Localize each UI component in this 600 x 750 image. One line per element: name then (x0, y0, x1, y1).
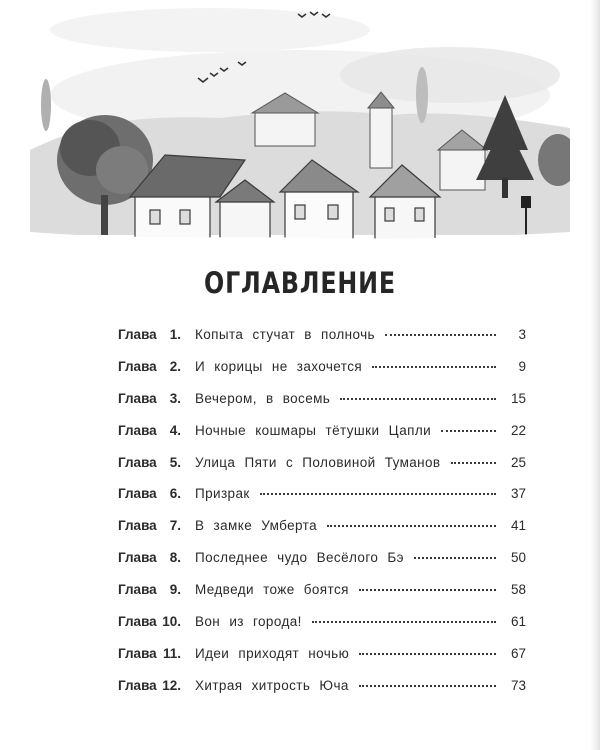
chapter-page: 37 (510, 486, 526, 502)
chapter-number: 2. (169, 358, 181, 374)
chapter-number: 1. (169, 327, 181, 342)
chapter-title: Призрак (195, 486, 250, 502)
chapter-label: Глава (118, 614, 157, 630)
chapter-label: Глава (118, 390, 157, 406)
chapter-number: 6. (169, 486, 181, 502)
town-illustration (30, 0, 570, 265)
chapter-title: Медведи тоже боятся (195, 582, 349, 598)
chapter-label: Глава (118, 486, 157, 502)
chapter-number: 5. (169, 454, 181, 470)
chapter-label: Глава (118, 645, 157, 661)
chapter-title: Вечером, в восемь (195, 390, 331, 406)
chapter-title: Вон из города! (195, 614, 302, 630)
chapter-number: 3. (169, 390, 181, 406)
chapter-number: 7. (169, 518, 181, 534)
chapter-label: Глава (118, 327, 157, 342)
toc-row[interactable] (118, 418, 526, 450)
chapter-page: 58 (510, 582, 526, 598)
dot-leader (260, 483, 496, 495)
chapter-page: 25 (510, 454, 526, 470)
chapter-number: 11. (162, 645, 181, 661)
chapter-label: Глава (118, 677, 157, 693)
toc-row[interactable] (118, 513, 526, 545)
toc-row[interactable] (118, 673, 526, 705)
chapter-page: 9 (518, 358, 526, 374)
dot-leader (441, 420, 496, 432)
chapter-page: 67 (510, 645, 526, 661)
chapter-page: 73 (510, 677, 526, 693)
chapter-page: 41 (510, 518, 526, 534)
chapter-label: Глава (118, 582, 157, 598)
chapter-page: 3 (518, 327, 526, 342)
dot-leader (414, 547, 496, 559)
chapter-label: Глава (118, 518, 157, 534)
toc-row[interactable] (118, 609, 526, 641)
toc-row[interactable] (118, 450, 526, 482)
chapter-title: Ночные кошмары тётушки Цапли (195, 422, 432, 438)
chapter-title: В замке Умберта (195, 518, 317, 534)
dot-leader (451, 452, 496, 464)
chapter-page: 61 (510, 614, 526, 630)
dot-leader (359, 675, 496, 687)
toc-row[interactable] (118, 386, 526, 418)
chapter-title: Улица Пяти с Половиной Туманов (195, 454, 441, 470)
chapter-title: Копыта стучат в полночь (195, 327, 375, 342)
toc-row[interactable] (118, 322, 526, 354)
dot-leader (359, 579, 496, 591)
toc-row[interactable] (118, 577, 526, 609)
chapter-title: И корицы не захочется (195, 358, 363, 374)
page-edge-shadow (590, 0, 600, 750)
chapter-label: Глава (118, 358, 157, 374)
chapter-page: 15 (510, 390, 526, 406)
chapter-label: Глава (118, 550, 157, 566)
dot-leader (359, 643, 496, 655)
toc-title: ОГЛАВЛЕНИЕ (204, 266, 396, 300)
chapter-number: 8. (169, 550, 181, 566)
chapter-page: 50 (510, 550, 526, 566)
chapter-number: 10. (162, 614, 181, 630)
chapter-page: 22 (510, 422, 526, 438)
chapter-number: 4. (169, 422, 181, 438)
chapter-title: Идеи приходят ночью (195, 645, 350, 661)
dot-leader (372, 356, 496, 368)
chapter-label: Глава (118, 422, 157, 438)
toc-row[interactable] (118, 545, 526, 577)
chapter-label: Глава (118, 454, 157, 470)
table-of-contents (118, 322, 526, 705)
chapter-title: Хитрая хитрость Юча (195, 677, 349, 693)
toc-row[interactable] (118, 354, 526, 386)
chapter-number: 12. (162, 677, 181, 693)
dot-leader (312, 611, 496, 623)
toc-row[interactable] (118, 481, 526, 513)
dot-leader (327, 515, 496, 527)
chapter-title: Последнее чудо Весёлого Бэ (195, 550, 404, 566)
toc-row[interactable] (118, 641, 526, 673)
dot-leader (340, 388, 496, 400)
dot-leader (385, 324, 496, 336)
chapter-number: 9. (169, 582, 181, 598)
